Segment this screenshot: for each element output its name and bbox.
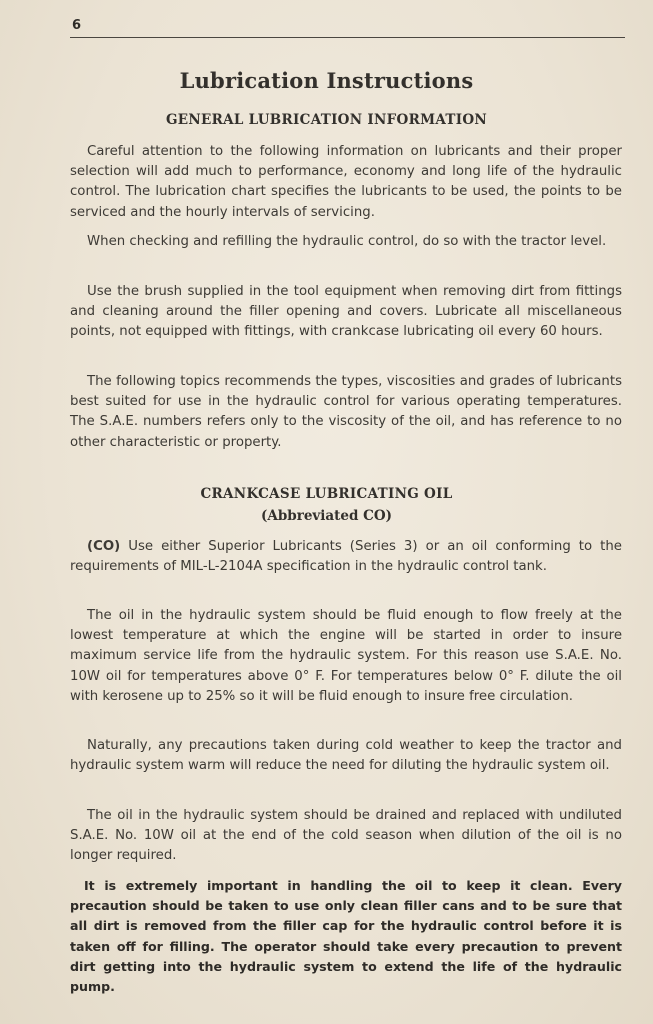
page-number: 6 [72,18,82,33]
crankcase-paragraph-3: The oil in the hydraulic system should be drained and replaced with undiluted S.A.E. No. 10W oil at the end of the cold season when dilution of the oil is no longer required. [70,808,622,864]
crankcase-paragraph-1: The oil in the hydraulic system should be fluid enough to flow freely at the lowest temperature at which the engine will be started in order to insure maximum service life from the hydraulic system. For this reason use S.A.E. No. 10W oil for temperatures above 0° F. For temperatures below 0° F. dilute the oil with kerosene up to 25% so it will be fluid enough to insure free circulation. [70,608,622,704]
crankcase-subheading: (Abbreviated CO) [260,508,393,524]
page-title: Lubrication Instructions [179,68,474,93]
general-paragraph-3: Use the brush supplied in the tool equipment when removing dirt from fittings and cleaning around the filler opening and covers. Lubricate all miscellaneous points, not equipped with fittings, with crankcase lubricating oil every 60 hours. [70,284,622,340]
crankcase-lead-label: (CO) [87,539,121,554]
general-paragraph-2: When checking and refilling the hydraulic control, do so with the tractor level. [87,234,607,249]
crankcase-lead-text: Use either Superior Lubricants (Series 3) or an oil conforming to the requirements of MIL-L-2104A specification in the hydraulic control tank. [70,539,622,575]
general-paragraph-1: Careful attention to the following information on lubricants and their proper selection will add much to performance, economy and long life of the hydraulic control. The lubrication chart specifies the lubricants to be used, the points to be serviced and the hourly intervals of servicing. [70,144,622,220]
general-paragraph-4: The following topics recommends the types, viscosities and grades of lubricants best suited for use in the hydraulic control for various operating temperatures. The S.A.E. numbers refers only to the viscosity of the oil, and has reference to no other characteristic or property. [70,374,622,450]
crankcase-lead-paragraph [70,537,622,577]
general-section-heading: GENERAL LUBRICATION INFORMATION [165,112,488,128]
warning-paragraph: It is extremely important in handling the oil to keep it clean. Every precaution should be taken to use only clean filler cans and to be sure that all dirt is removed from the filler cap for the hydraulic control before it is taken off for filling. The operator should take every precaution to prevent dirt getting into the hydraulic system to extend the life of the hydraulic pump. [70,878,622,995]
crankcase-section-heading: CRANKCASE LUBRICATING OIL [200,486,453,502]
crankcase-paragraph-2: Naturally, any precautions taken during cold weather to keep the tractor and hydraulic system warm will reduce the need for diluting the hydraulic system oil. [70,738,622,774]
header-rule [70,37,625,38]
